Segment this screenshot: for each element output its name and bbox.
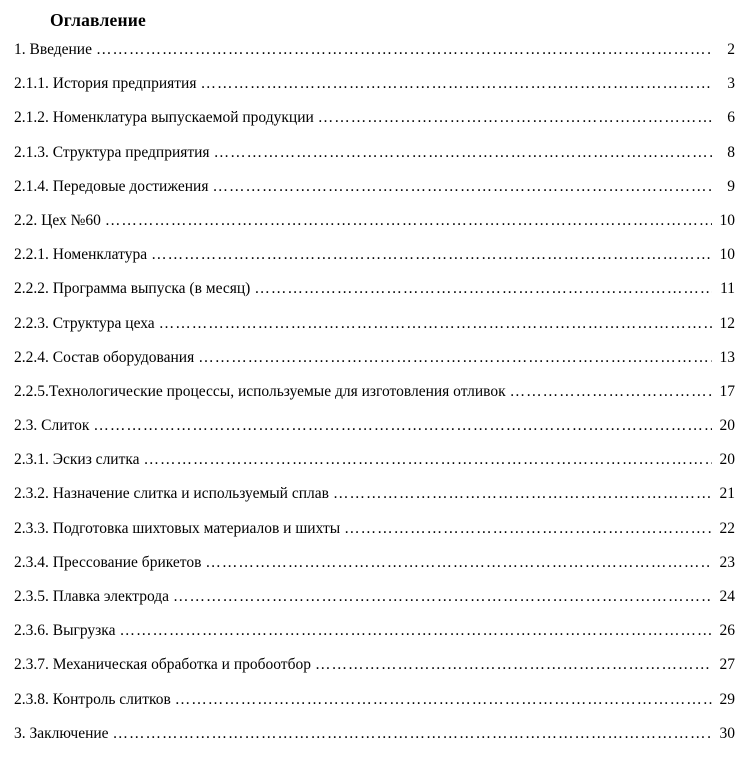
toc-leader-dots [105,212,712,230]
toc-leader-dots [212,178,712,196]
toc-page-number: 6 [727,109,735,127]
toc-leader-dots [200,75,712,93]
toc-page-number: 9 [727,177,735,195]
toc-entry [14,315,735,349]
toc-entry-label: 2.1.1. История предприятия [14,75,197,93]
toc-page-number: 8 [727,143,735,161]
toc-entry [14,109,735,143]
toc-page-number: 24 [719,588,735,605]
toc-leader-dots [510,383,712,401]
toc-entry [14,554,735,588]
toc-entry-label: 2.1.4. Передовые достижения [14,177,209,195]
toc-page-number: 11 [720,280,735,298]
toc-entry-label: 3. Заключение [14,724,109,742]
toc-entry-label: 1. Введение [14,41,92,58]
toc-leader-dots [96,41,712,59]
toc-leader-dots [205,554,712,572]
toc-entry [14,75,735,109]
toc-entry [14,246,735,280]
toc-entry [14,691,735,725]
toc-entry-label: 2.3.5. Плавка электрода [14,588,170,605]
toc-page-number: 23 [719,553,735,571]
toc-page-number: 30 [719,724,735,742]
toc-entry [14,451,735,485]
toc-title: Оглавление [50,10,146,30]
toc-page-number: 26 [719,622,735,640]
toc-entry [14,178,735,212]
toc-entry-label: 2.3.7. Механическая обработка и пробоотбор [14,656,311,674]
toc-leader-dots [151,246,712,264]
toc-leader-dots [93,417,712,435]
toc-entry [14,41,735,75]
toc-entry [14,656,735,690]
table-of-contents [14,41,735,759]
toc-entry [14,417,735,451]
toc-leader-dots [159,315,712,333]
toc-entry-label: 2.3.6. Выгрузка [14,622,116,640]
toc-entry-label: 2.3. Слиток [14,417,90,435]
toc-page-number: 3 [727,75,735,93]
toc-entry-label: 2.3.8. Контроль слитков [14,690,171,708]
toc-entry-label: 2.2.5.Технологические процессы, используемые для изготовления отливок [14,382,506,400]
toc-page-number: 17 [719,382,735,400]
toc-page-number: 2 [727,41,735,58]
toc-leader-dots [344,520,712,538]
toc-entry-label: 2.2.1. Номенклатура [14,246,148,264]
toc-entry-label: 2.3.4. Прессование брикетов [14,553,202,571]
toc-page-number: 20 [719,451,735,469]
toc-leader-dots [175,691,712,709]
toc-entry [14,383,735,417]
toc-entry-label: 2.2.2. Программа выпуска (в месяц) [14,280,251,298]
toc-entry-label: 2.2. Цех №60 [14,211,101,229]
toc-page-number: 20 [719,417,735,435]
toc-page-number: 13 [719,348,735,366]
toc-leader-dots [254,280,712,298]
toc-page-number: 10 [719,246,735,264]
toc-page-number: 21 [719,485,735,503]
toc-leader-dots [214,144,712,162]
toc-entry [14,725,735,759]
toc-entry [14,485,735,519]
toc-page-number: 12 [719,314,735,332]
toc-page-number: 22 [719,519,735,537]
toc-entry [14,349,735,383]
toc-page-number: 29 [719,690,735,708]
toc-entry-label: 2.2.3. Структура цеха [14,314,155,332]
toc-leader-dots [333,485,712,503]
toc-leader-dots [315,656,712,674]
toc-entry [14,520,735,554]
toc-leader-dots [144,451,712,469]
toc-page-number: 10 [719,211,735,229]
toc-entry [14,588,735,622]
toc-leader-dots [113,725,712,743]
toc-entry [14,280,735,314]
toc-entry-label: 2.1.3. Структура предприятия [14,143,210,161]
toc-leader-dots [198,349,712,367]
toc-entry-label: 2.3.3. Подготовка шихтовых материалов и шихты [14,519,341,537]
toc-entry-label: 2.1.2. Номенклатура выпускаемой продукции [14,109,314,127]
toc-page-number: 27 [719,656,735,674]
toc-leader-dots [318,109,712,127]
toc-leader-dots [119,622,712,640]
toc-entry [14,212,735,246]
toc-entry-label: 2.3.1. Эскиз слитка [14,451,140,469]
toc-entry-label: 2.3.2. Назначение слитка и используемый сплав [14,485,329,503]
toc-entry [14,622,735,656]
toc-leader-dots [173,588,712,606]
toc-entry-label: 2.2.4. Состав оборудования [14,348,195,366]
toc-entry [14,144,735,178]
